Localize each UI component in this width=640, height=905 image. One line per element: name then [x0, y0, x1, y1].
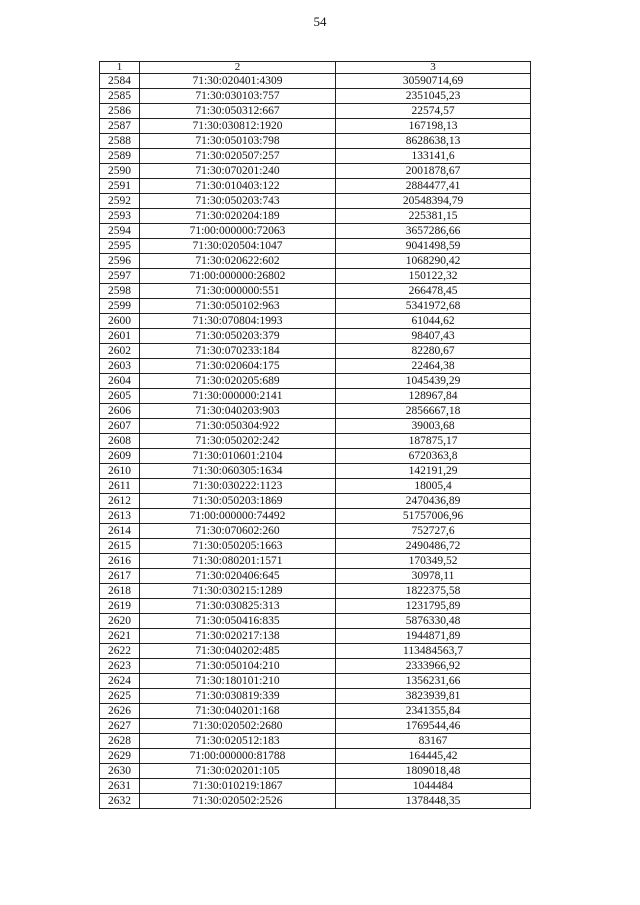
- cadastral-value: 164445,42: [336, 749, 531, 764]
- row-number: 2619: [100, 599, 140, 614]
- cadastral-value: 98407,43: [336, 329, 531, 344]
- cadastral-number: 71:00:000000:26802: [140, 269, 336, 284]
- cadastral-value: 30978,11: [336, 569, 531, 584]
- cadastral-number: 71:30:030103:757: [140, 89, 336, 104]
- cadastral-value: 170349,52: [336, 554, 531, 569]
- row-number: 2587: [100, 119, 140, 134]
- row-number: 2597: [100, 269, 140, 284]
- table-row: [100, 149, 531, 164]
- row-number: 2584: [100, 74, 140, 89]
- table-row: [100, 419, 531, 434]
- table-row: [100, 629, 531, 644]
- cadastral-number: 71:30:050102:963: [140, 299, 336, 314]
- table-header: [100, 62, 531, 74]
- header-row: [100, 62, 531, 74]
- cadastral-number: 71:30:020204:189: [140, 209, 336, 224]
- cadastral-number: 71:30:020217:138: [140, 629, 336, 644]
- cadastral-number: 71:30:180101:210: [140, 674, 336, 689]
- cadastral-number: 71:30:050203:1869: [140, 494, 336, 509]
- table-row: [100, 74, 531, 89]
- cadastral-number: 71:30:080201:1571: [140, 554, 336, 569]
- row-number: 2588: [100, 134, 140, 149]
- row-number: 2604: [100, 374, 140, 389]
- cadastral-number: 71:30:070201:240: [140, 164, 336, 179]
- cadastral-number: 71:30:050312:667: [140, 104, 336, 119]
- row-number: 2630: [100, 764, 140, 779]
- cadastral-number: 71:30:030812:1920: [140, 119, 336, 134]
- table-row: [100, 254, 531, 269]
- cadastral-number: 71:30:010219:1867: [140, 779, 336, 794]
- cadastral-value: 128967,84: [336, 389, 531, 404]
- table-row: [100, 104, 531, 119]
- cadastral-value: 39003,68: [336, 419, 531, 434]
- cadastral-number: 71:30:020502:2526: [140, 794, 336, 809]
- table-row: [100, 539, 531, 554]
- table-row: [100, 224, 531, 239]
- cadastral-number: 71:30:010403:122: [140, 179, 336, 194]
- table-row: [100, 524, 531, 539]
- cadastral-value: 225381,15: [336, 209, 531, 224]
- cadastral-value: 3823939,81: [336, 689, 531, 704]
- row-number: 2607: [100, 419, 140, 434]
- table-row: [100, 269, 531, 284]
- cadastral-value: 30590714,69: [336, 74, 531, 89]
- table-row: [100, 644, 531, 659]
- row-number: 2612: [100, 494, 140, 509]
- table-row: [100, 659, 531, 674]
- table-body: [100, 74, 531, 809]
- cadastral-value: 22464,38: [336, 359, 531, 374]
- table-row: [100, 449, 531, 464]
- cadastral-number: 71:30:000000:551: [140, 284, 336, 299]
- cadastral-value: 2884477,41: [336, 179, 531, 194]
- table-row: [100, 344, 531, 359]
- cadastral-value: 2351045,23: [336, 89, 531, 104]
- cadastral-value: 2470436,89: [336, 494, 531, 509]
- row-number: 2617: [100, 569, 140, 584]
- cadastral-value: 133141,6: [336, 149, 531, 164]
- row-number: 2589: [100, 149, 140, 164]
- row-number: 2613: [100, 509, 140, 524]
- cadastral-number: 71:30:040202:485: [140, 644, 336, 659]
- cadastral-number: 71:30:020504:1047: [140, 239, 336, 254]
- table-row: [100, 599, 531, 614]
- row-number: 2611: [100, 479, 140, 494]
- table-row: [100, 89, 531, 104]
- table-row: [100, 434, 531, 449]
- cadastral-value: 1045439,29: [336, 374, 531, 389]
- table-row: [100, 389, 531, 404]
- header-col-3: 3: [336, 62, 531, 74]
- cadastral-number: 71:30:020622:602: [140, 254, 336, 269]
- table-row: [100, 284, 531, 299]
- cadastral-value: 61044,62: [336, 314, 531, 329]
- row-number: 2610: [100, 464, 140, 479]
- row-number: 2595: [100, 239, 140, 254]
- row-number: 2627: [100, 719, 140, 734]
- cadastral-value: 1822375,58: [336, 584, 531, 599]
- cadastral-value: 51757006,96: [336, 509, 531, 524]
- cadastral-value: 20548394,79: [336, 194, 531, 209]
- cadastral-value: 22574,57: [336, 104, 531, 119]
- cadastral-number: 71:30:040201:168: [140, 704, 336, 719]
- row-number: 2585: [100, 89, 140, 104]
- table-row: [100, 734, 531, 749]
- cadastral-value: 142191,29: [336, 464, 531, 479]
- row-number: 2621: [100, 629, 140, 644]
- row-number: 2622: [100, 644, 140, 659]
- cadastral-number: 71:30:050202:242: [140, 434, 336, 449]
- cadastral-value: 1944871,89: [336, 629, 531, 644]
- cadastral-value: 18005,4: [336, 479, 531, 494]
- row-number: 2591: [100, 179, 140, 194]
- cadastral-number: 71:30:020401:4309: [140, 74, 336, 89]
- cadastral-value: 5876330,48: [336, 614, 531, 629]
- cadastral-number: 71:00:000000:72063: [140, 224, 336, 239]
- row-number: 2586: [100, 104, 140, 119]
- table-row: [100, 764, 531, 779]
- cadastral-value: 1231795,89: [336, 599, 531, 614]
- cadastral-value: 8628638,13: [336, 134, 531, 149]
- row-number: 2593: [100, 209, 140, 224]
- table-row: [100, 614, 531, 629]
- row-number: 2600: [100, 314, 140, 329]
- cadastral-value: 187875,17: [336, 434, 531, 449]
- table-row: [100, 404, 531, 419]
- cadastral-number: 71:30:020205:689: [140, 374, 336, 389]
- cadastral-number: 71:30:060305:1634: [140, 464, 336, 479]
- cadastral-value: 1068290,42: [336, 254, 531, 269]
- cadastral-number: 71:30:030825:313: [140, 599, 336, 614]
- cadastral-value: 5341972,68: [336, 299, 531, 314]
- cadastral-number: 71:30:050203:379: [140, 329, 336, 344]
- cadastral-value: 752727,6: [336, 524, 531, 539]
- header-col-1: 1: [100, 62, 140, 74]
- cadastral-number: 71:30:020604:175: [140, 359, 336, 374]
- row-number: 2596: [100, 254, 140, 269]
- row-number: 2631: [100, 779, 140, 794]
- table-row: [100, 194, 531, 209]
- row-number: 2626: [100, 704, 140, 719]
- page-number: 54: [313, 14, 327, 29]
- cadastral-number: 71:30:050203:743: [140, 194, 336, 209]
- table-row: [100, 239, 531, 254]
- row-number: 2605: [100, 389, 140, 404]
- row-number: 2632: [100, 794, 140, 809]
- table-row: [100, 209, 531, 224]
- row-number: 2598: [100, 284, 140, 299]
- cadastral-number: 71:30:020512:183: [140, 734, 336, 749]
- cadastral-value: 266478,45: [336, 284, 531, 299]
- table-row: [100, 719, 531, 734]
- cadastral-value: 2341355,84: [336, 704, 531, 719]
- row-number: 2616: [100, 554, 140, 569]
- row-number: 2614: [100, 524, 140, 539]
- cadastral-value: 2001878,67: [336, 164, 531, 179]
- cadastral-value: 167198,13: [336, 119, 531, 134]
- cadastral-number: 71:30:010601:2104: [140, 449, 336, 464]
- cadastral-number: 71:30:040203:903: [140, 404, 336, 419]
- table-row: [100, 119, 531, 134]
- table-row: [100, 464, 531, 479]
- cadastral-number: 71:30:070233:184: [140, 344, 336, 359]
- table-row: [100, 359, 531, 374]
- row-number: 2609: [100, 449, 140, 464]
- cadastral-value: 1356231,66: [336, 674, 531, 689]
- row-number: 2606: [100, 404, 140, 419]
- row-number: 2594: [100, 224, 140, 239]
- cadastral-number: 71:30:050304:922: [140, 419, 336, 434]
- row-number: 2628: [100, 734, 140, 749]
- cadastral-number: 71:30:020502:2680: [140, 719, 336, 734]
- table-row: [100, 554, 531, 569]
- row-number: 2590: [100, 164, 140, 179]
- table-row: [100, 779, 531, 794]
- row-number: 2620: [100, 614, 140, 629]
- header-col-2: 2: [140, 62, 336, 74]
- table-row: [100, 749, 531, 764]
- table-row: [100, 509, 531, 524]
- row-number: 2623: [100, 659, 140, 674]
- row-number: 2629: [100, 749, 140, 764]
- table-row: [100, 494, 531, 509]
- cadastral-number: 71:30:070804:1993: [140, 314, 336, 329]
- row-number: 2625: [100, 689, 140, 704]
- row-number: 2592: [100, 194, 140, 209]
- table-row: [100, 179, 531, 194]
- table-row: [100, 134, 531, 149]
- cadastral-value: 6720363,8: [336, 449, 531, 464]
- table-row: [100, 794, 531, 809]
- cadastral-number: 71:30:050416:835: [140, 614, 336, 629]
- cadastral-value: 2490486,72: [336, 539, 531, 554]
- cadastral-number: 71:30:020507:257: [140, 149, 336, 164]
- row-number: 2601: [100, 329, 140, 344]
- cadastral-number: 71:30:070602:260: [140, 524, 336, 539]
- table-row: [100, 164, 531, 179]
- cadastral-number: 71:30:050104:210: [140, 659, 336, 674]
- cadastral-value: 1769544,46: [336, 719, 531, 734]
- cadastral-value: 9041498,59: [336, 239, 531, 254]
- table-row: [100, 314, 531, 329]
- table-row: [100, 479, 531, 494]
- row-number: 2599: [100, 299, 140, 314]
- row-number: 2608: [100, 434, 140, 449]
- cadastral-number: 71:30:020406:645: [140, 569, 336, 584]
- table-row: [100, 374, 531, 389]
- cadastral-number: 71:00:000000:81788: [140, 749, 336, 764]
- cadastral-value: 3657286,66: [336, 224, 531, 239]
- cadastral-value: 82280,67: [336, 344, 531, 359]
- cadastral-number: 71:00:000000:74492: [140, 509, 336, 524]
- cadastral-number: 71:30:050205:1663: [140, 539, 336, 554]
- cadastral-number: 71:30:000000:2141: [140, 389, 336, 404]
- cadastral-number: 71:30:050103:798: [140, 134, 336, 149]
- table-row: [100, 689, 531, 704]
- cadastral-number: 71:30:020201:105: [140, 764, 336, 779]
- cadastral-number: 71:30:030215:1289: [140, 584, 336, 599]
- cadastral-number: 71:30:030222:1123: [140, 479, 336, 494]
- table-row: [100, 584, 531, 599]
- cadastral-value: 1044484: [336, 779, 531, 794]
- row-number: 2624: [100, 674, 140, 689]
- cadastral-value: 83167: [336, 734, 531, 749]
- table-row: [100, 299, 531, 314]
- cadastral-value: 1809018,48: [336, 764, 531, 779]
- cadastral-number: 71:30:030819:339: [140, 689, 336, 704]
- row-number: 2602: [100, 344, 140, 359]
- cadastral-value: 1378448,35: [336, 794, 531, 809]
- cadastral-value: 2856667,18: [336, 404, 531, 419]
- cadastral-value: 113484563,7: [336, 644, 531, 659]
- table-row: [100, 569, 531, 584]
- table-row: [100, 704, 531, 719]
- table-row: [100, 329, 531, 344]
- row-number: 2618: [100, 584, 140, 599]
- cadastral-value-table: [99, 61, 531, 809]
- table-row: [100, 674, 531, 689]
- cadastral-value: 150122,32: [336, 269, 531, 284]
- row-number: 2603: [100, 359, 140, 374]
- row-number: 2615: [100, 539, 140, 554]
- cadastral-value: 2333966,92: [336, 659, 531, 674]
